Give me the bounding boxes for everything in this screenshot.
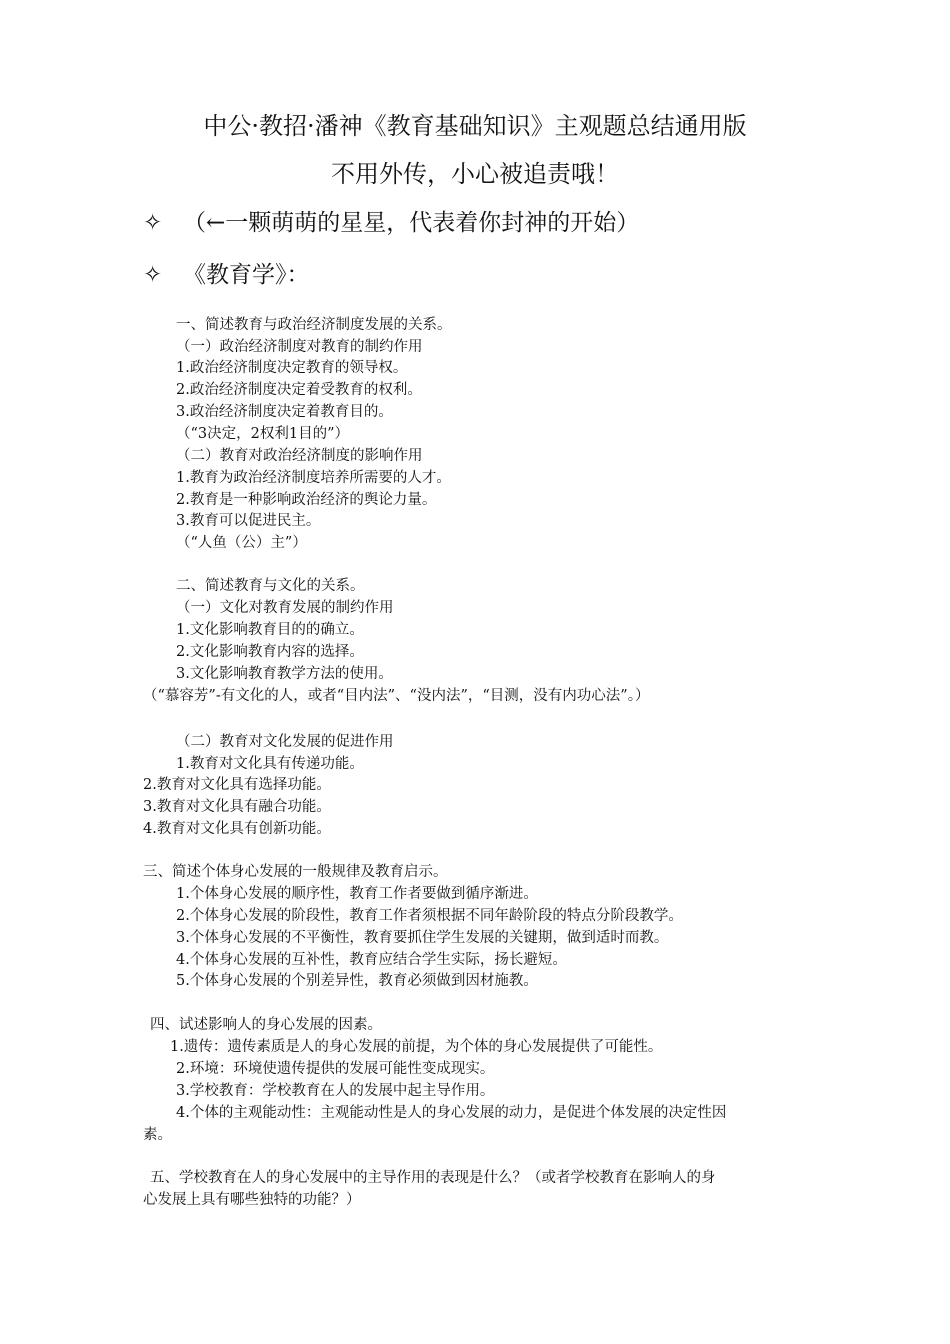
subsection-heading: （一）文化对教育发展的制约作用 — [176, 600, 394, 616]
list-item: 4.教育对文化具有创新功能。 — [143, 821, 331, 837]
list-item: 1.教育为政治经济制度培养所需要的人才。 — [176, 470, 451, 486]
subsection-heading: （二）教育对文化发展的促进作用 — [176, 734, 394, 750]
list-item: 2.个体身心发展的阶段性，教育工作者须根据不同年龄阶段的特点分阶段教学。 — [176, 908, 683, 924]
star-icon: ✧ — [143, 210, 163, 236]
list-item: 1.政治经济制度决定教育的领导权。 — [176, 360, 408, 376]
list-item: 4.个体的主观能动性：主观能动性是人的身心发展的动力，是促进个体发展的决定性因 — [176, 1105, 727, 1121]
list-item: 1.个体身心发展的顺序性，教育工作者要做到循序渐进。 — [176, 886, 538, 902]
question-heading-continuation: 心发展上具有哪些独特的功能？） — [143, 1192, 361, 1208]
list-item: 3.文化影响教育教学方法的使用。 — [176, 666, 393, 682]
list-item: 2.教育对文化具有选择功能。 — [143, 777, 331, 793]
list-item: 3.个体身心发展的不平衡性，教育要抓住学生发展的关键期，做到适时而教。 — [176, 930, 669, 946]
question-heading: 五、学校教育在人的身心发展中的主导作用的表现是什么？（或者学校教育在影响人的身 — [150, 1170, 716, 1186]
list-item: 1.遗传：遗传素质是人的身心发展的前提，为个体的身心发展提供了可能性。 — [170, 1039, 663, 1055]
list-item: 3.学校教育：学校教育在人的发展中起主导作用。 — [176, 1083, 495, 1099]
mnemonic-note: （“慕容芳”-有文化的人，或者“目内法”、“没内法”，“目测，没有内功心法”。） — [143, 688, 650, 704]
list-item-continuation: 素。 — [143, 1127, 172, 1143]
document-subtitle: 不用外传，小心被追责哦！ — [331, 160, 619, 188]
mnemonic-note: （“人鱼（公）主”） — [176, 535, 307, 551]
star-line-pedagogy — [143, 258, 310, 292]
list-item: 4.个体身心发展的互补性，教育应结合学生实际，扬长避短。 — [176, 952, 567, 968]
star-icon: ✧ — [143, 262, 163, 288]
subsection-heading: （二）教育对政治经济制度的影响作用 — [176, 448, 423, 464]
list-item: 3.政治经济制度决定着教育目的。 — [176, 404, 393, 420]
list-item: 1.文化影响教育目的的确立。 — [176, 622, 364, 638]
section-heading-pedagogy: 《教育学》： — [183, 262, 310, 288]
list-item: 2.文化影响教育内容的选择。 — [176, 644, 364, 660]
list-item: 1.教育对文化具有传递功能。 — [176, 756, 364, 772]
star-line-intro-text: （←一颗萌萌的星星，代表着你封神的开始） — [183, 210, 640, 236]
list-item: 3.教育可以促进民主。 — [176, 513, 321, 529]
list-item: 5.个体身心发展的个别差异性，教育必须做到因材施教。 — [176, 973, 538, 989]
document-title: 中公·教招·潘神《教育基础知识》主观题总结通用版 — [203, 112, 747, 140]
mnemonic-note: （“3决定，2权利1目的”） — [176, 426, 350, 442]
subsection-heading: （一）政治经济制度对教育的制约作用 — [176, 339, 423, 355]
question-heading: 四、试述影响人的身心发展的因素。 — [150, 1017, 382, 1033]
list-item: 2.环境：环境使遗传提供的发展可能性变成现实。 — [176, 1061, 495, 1077]
star-line-intro — [143, 206, 639, 240]
list-item: 2.政治经济制度决定着受教育的权利。 — [176, 382, 422, 398]
list-item: 3.教育对文化具有融合功能。 — [143, 799, 331, 815]
question-heading: 二、简述教育与文化的关系。 — [176, 578, 365, 594]
list-item: 2.教育是一种影响政治经济的舆论力量。 — [176, 492, 437, 508]
question-heading: 一、简述教育与政治经济制度发展的关系。 — [176, 317, 452, 333]
question-heading: 三、简述个体身心发展的一般规律及教育启示。 — [143, 864, 448, 880]
